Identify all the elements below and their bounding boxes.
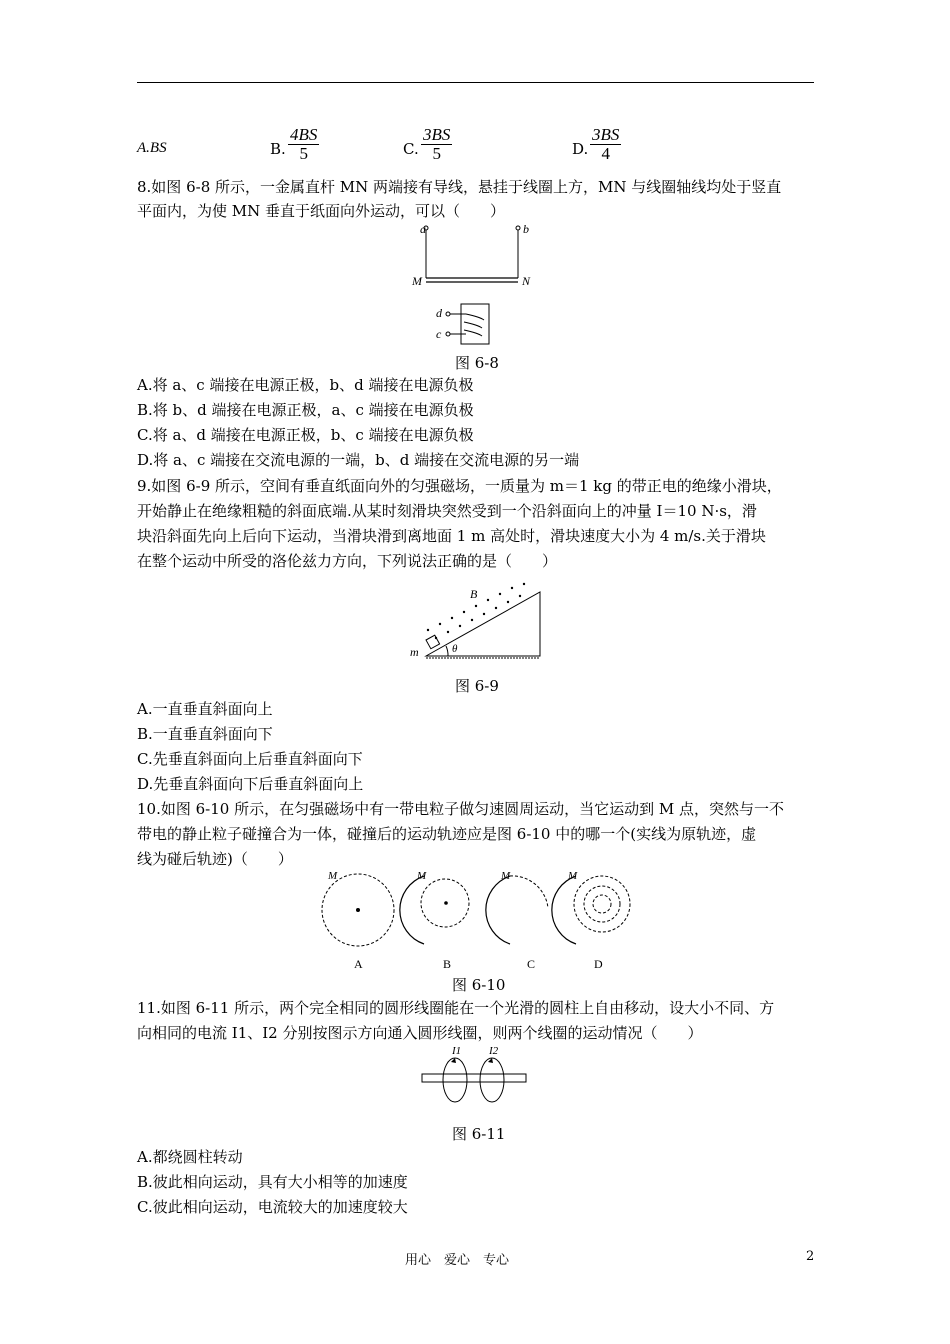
- label-option-D: D: [594, 957, 603, 971]
- q11-stem-line-2: 向相同的电流 I1、I2 分别按图示方向通入圆形线圈，则两个线圈的运动情况（ ）: [137, 1024, 703, 1042]
- header-rule: [137, 82, 814, 83]
- q10-stem-line-1: 10.如图 6-10 所示，在匀强磁场中有一带电粒子做匀速圆周运动，当它运动到 M 点，突然与一不: [137, 800, 784, 818]
- q7-option-a: A.BS: [137, 140, 167, 156]
- q9-option-a: A.一直垂直斜面向上: [137, 700, 273, 718]
- q11-option-a: A.都绕圆柱转动: [137, 1148, 243, 1166]
- figure-6-9: [408, 580, 548, 662]
- q11-option-b: B.彼此相向运动，具有大小相等的加速度: [137, 1173, 408, 1191]
- q11-option-c: C.彼此相向运动，电流较大的加速度较大: [137, 1198, 408, 1216]
- q9-stem-line-3: 块沿斜面先向上后向下运动，当滑块滑到离地面 1 m 高处时，滑块速度大小为 4 m/s.关于滑块: [137, 527, 766, 545]
- q8-option-c: C.将 a、d 端接在电源正极，b、c 端接在电源负极: [137, 426, 474, 444]
- q7-option-d-fraction: [590, 126, 621, 163]
- q8-stem-line-2: 平面内，为使 MN 垂直于纸面向外运动，可以（ ）: [137, 202, 506, 220]
- figure-6-8: [410, 220, 540, 350]
- label-I1: I1: [452, 1045, 462, 1057]
- q9-option-b: B.一直垂直斜面向下: [137, 725, 273, 743]
- q7-option-d-numerator: 3BS: [592, 125, 620, 144]
- q7-option-c-denominator: 5: [432, 144, 441, 163]
- label-c: c: [436, 327, 442, 341]
- q7-option-b-numerator: 4BS: [290, 125, 318, 144]
- q7-option-c-prefix: C.: [403, 140, 419, 158]
- q9-option-d: D.先垂直斜面向下后垂直斜面向上: [137, 775, 364, 793]
- label-M-d: M: [568, 870, 578, 882]
- q7-option-b-prefix: B.: [270, 140, 286, 158]
- label-M: M: [412, 274, 422, 288]
- q8-option-d: D.将 a、c 端接在交流电源的一端，b、d 端接在交流电源的另一端: [137, 451, 580, 469]
- q7-option-c-fraction: [421, 126, 452, 163]
- q9-option-c: C.先垂直斜面向上后垂直斜面向下: [137, 750, 363, 768]
- q9-stem-line-4: 在整个运动中所受的洛伦兹力方向，下列说法正确的是（ ）: [137, 552, 558, 570]
- q9-stem-line-2: 开始静止在绝缘粗糙的斜面底端.从某时刻滑块突然受到一个沿斜面向上的冲量 I＝10 N·s，滑: [137, 502, 757, 520]
- q7-option-d-prefix: D.: [572, 140, 589, 158]
- label-M-a: M: [328, 870, 338, 882]
- q10-stem-line-3: 线为碰后轨迹)（ ）: [137, 850, 293, 868]
- label-b: b: [523, 222, 529, 236]
- q7-option-c-numerator: 3BS: [423, 125, 451, 144]
- q7-option-b-fraction: [288, 126, 319, 163]
- label-option-B: B: [443, 957, 452, 971]
- label-I2: I2: [489, 1045, 499, 1057]
- label-option-A: A: [354, 957, 363, 971]
- figure-6-10-caption: 图 6-10: [452, 976, 506, 994]
- figure-6-10: [318, 868, 638, 973]
- q8-option-b: B.将 b、d 端接在电源正极，a、c 端接在电源负极: [137, 401, 474, 419]
- figure-6-11-caption: 图 6-11: [452, 1125, 506, 1143]
- label-a: a: [420, 222, 426, 236]
- q8-option-a: A.将 a、c 端接在电源正极，b、d 端接在电源负极: [137, 376, 474, 394]
- label-M-c: M: [501, 870, 511, 882]
- q8-stem-line-1: 8.如图 6-8 所示，一金属直杆 MN 两端接有导线，悬挂于线圈上方，MN 与线圈轴线均处于竖直: [137, 178, 782, 196]
- figure-6-9-caption: 图 6-9: [455, 677, 499, 695]
- label-theta: θ: [452, 643, 458, 655]
- q10-stem-line-2: 带电的静止粒子碰撞合为一体，碰撞后的运动轨迹应是图 6-10 中的哪一个(实线为原轨迹，虚: [137, 825, 757, 843]
- footer-motto: 用心 爱心 专心: [405, 1253, 510, 1268]
- q7-option-d-denominator: 4: [601, 144, 610, 163]
- label-N: N: [522, 274, 531, 288]
- q11-stem-line-1: 11.如图 6-11 所示，两个完全相同的圆形线圈能在一个光滑的圆柱上自由移动，设大小不同、方: [137, 999, 775, 1017]
- page-number: 2: [806, 1249, 815, 1264]
- figure-6-8-caption: 图 6-8: [455, 354, 499, 372]
- q7-option-b-denominator: 5: [299, 144, 308, 163]
- figure-6-11: [420, 1042, 530, 1104]
- q9-stem-line-1: 9.如图 6-9 所示，空间有垂直纸面向外的匀强磁场，一质量为 m＝1 kg 的带正电的绝缘小滑块，: [137, 477, 782, 495]
- label-d: d: [436, 306, 442, 320]
- label-M-b: M: [417, 870, 427, 882]
- label-m: m: [410, 645, 419, 659]
- label-option-C: C: [527, 957, 536, 971]
- label-B-field: B: [470, 587, 478, 601]
